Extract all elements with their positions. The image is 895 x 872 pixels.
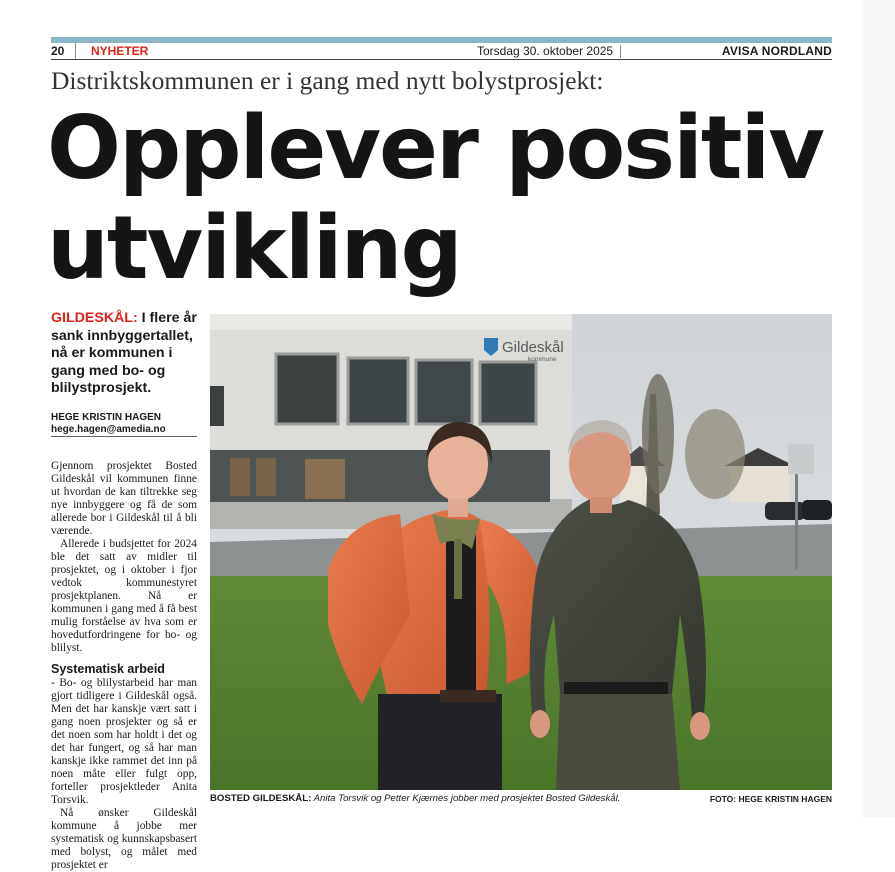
body-subheading: Systematisk arbeid <box>51 662 165 676</box>
byline-rule <box>51 436 197 437</box>
caption-text: Anita Torsvik og Petter Kjærnes jobber med prosjektet Bosted Gildeskål. <box>311 793 621 804</box>
building-sign-sub: kommune <box>528 356 557 363</box>
byline-email: hege.hagen@amedia.no <box>51 424 166 435</box>
page-margin-strip <box>862 0 895 817</box>
header-rule <box>51 59 832 60</box>
article-body <box>51 460 197 872</box>
article-lead <box>51 310 201 398</box>
header-separator <box>620 45 621 58</box>
body-paragraph: Nå ønsker Gildeskål kommune å jobbe mer systematisk og kunnskapsbasert med bolyst, og målet med prosjektet er <box>51 807 197 871</box>
lead-text: I flere år sank innbyggertallet, nå er kommunen i gang med bo- og blilystprosjekt. <box>51 310 197 396</box>
article-kicker: Distriktskommunen er i gang med nytt bolystprosjekt: <box>51 66 604 95</box>
body-paragraph: Gjennom prosjektet Bosted Gildeskål vil kommunen finne ut hvordan de kan tiltrekke seg nye innbyggere og få de som allerede bor i Gildeskål til å bli værende. <box>51 460 197 537</box>
byline-name: HEGE KRISTIN HAGEN <box>51 412 162 423</box>
building-sign: Gildeskål <box>502 339 564 356</box>
body-paragraph: Allerede i budsjettet for 2024 ble det satt av midler til prosjektet, og i oktober i fjor vedtok kommunestyret prosjektplanen. Nå er kommunen i gang med å få best mulig forståelse av hva som er hovedutfordringene for bo- og blilyst. <box>51 538 197 654</box>
byline <box>51 412 166 436</box>
page-number: 20 <box>51 44 65 58</box>
article-photo <box>210 314 832 790</box>
issue-date: Torsdag 30. oktober 2025 <box>477 44 614 58</box>
photo-credit: FOTO: HEGE KRISTIN HAGEN <box>709 794 832 804</box>
caption-label: BOSTED GILDESKÅL: <box>210 793 312 804</box>
body-paragraph: - Bo- og blilystarbeid har man gjort tidligere i Gildeskål også. Men det har kanskje vært satt i gang noen prosjekter og så er det noen som har holdt i det og det har fungert, og så har man kanskje ikke rammet det inn på noen måte eller fulgt opp, forteller prosjektleder Anita Torsvik. <box>51 677 197 806</box>
page-header <box>51 43 832 59</box>
section-label: NYHETER <box>75 43 148 59</box>
article-headline: Opplever positiv utvikling <box>47 97 824 299</box>
photo-caption <box>210 793 832 805</box>
lead-place-label: GILDESKÅL: <box>51 310 138 326</box>
newspaper-name: AVISA NORDLAND <box>721 44 832 58</box>
